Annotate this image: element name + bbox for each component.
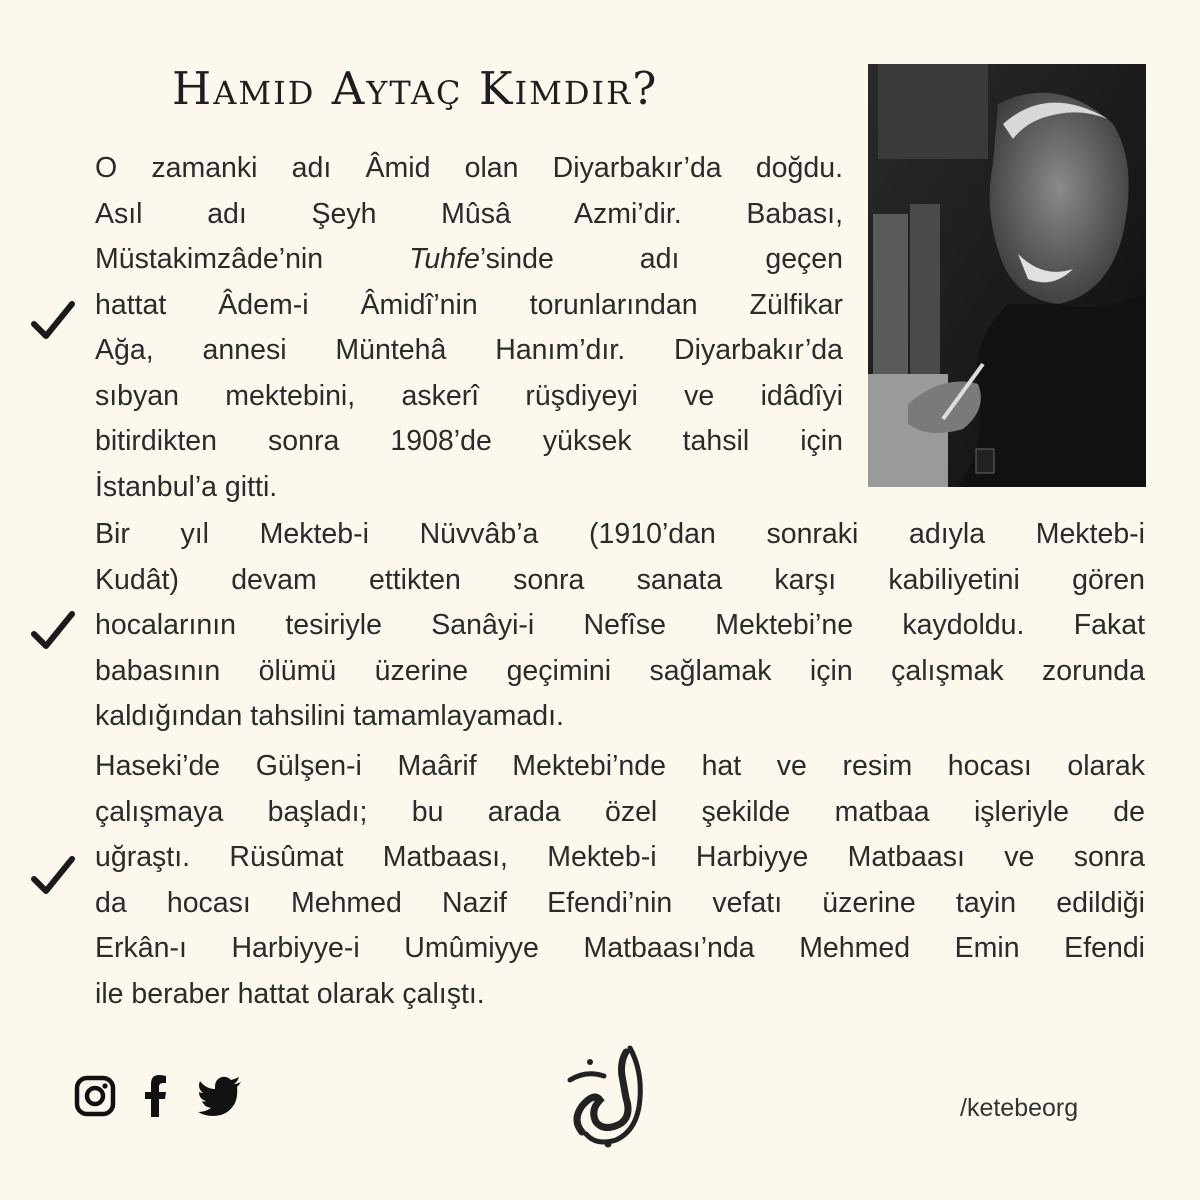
text-line: Asıl adı Şeyh Mûsâ Azmi’dir. Babası,: [95, 197, 843, 230]
checkmark-icon: [30, 610, 76, 652]
checkmark-icon: [30, 855, 76, 897]
text-fragment: ’sinde adı geçen: [479, 243, 844, 275]
book-title-italic: Tuhfe: [409, 243, 480, 275]
text-line: bitirdikten sonra 1908’de yüksek tahsil için: [95, 425, 843, 457]
text-line: Kudât) devam ettikten sonra sanata karşı kabiliyetini gören: [95, 563, 1145, 596]
ketebe-logo: [560, 1040, 656, 1150]
text-line: kaldığından tahsilini tamamlayamadı.: [95, 700, 564, 732]
checkmark-icon: [30, 300, 76, 342]
social-handle: /ketebeorg: [960, 1094, 1079, 1122]
text-line: sıbyan mektebini, askerî rüşdiyeyi ve idâdîyi: [95, 379, 843, 412]
paragraph-career: [95, 744, 1145, 1017]
text-line: İstanbul’a gitti.: [95, 470, 278, 503]
text-line: Ağa, annesi Müntehâ Hanım’dır. Diyarbakır’da: [95, 334, 843, 366]
text-line: [95, 237, 843, 283]
paragraph-birth: [95, 146, 843, 510]
twitter-icon[interactable]: [198, 1075, 242, 1117]
text-line: Bir yıl Mekteb-i Nüvvâb’a (1910’dan sonraki adıyla Mekteb-i: [95, 518, 1145, 550]
page-title: Hamid Aytaç Kimdir?: [172, 62, 659, 115]
portrait-photo: [868, 64, 1146, 487]
text-line: O zamanki adı Âmid olan Diyarbakır’da doğdu.: [95, 152, 843, 184]
instagram-icon[interactable]: [74, 1075, 116, 1117]
text-line: Erkân-ı Harbiyye-i Umûmiyye Matbaası’nda Mehmed Emin Efendi: [95, 932, 1145, 964]
text-line: hattat Âdem-i Âmidî’nin torunlarından Zülfikar: [95, 288, 843, 321]
facebook-icon[interactable]: [142, 1075, 168, 1117]
text-line: Haseki’de Gülşen-i Maârif Mektebi’nde hat ve resim hocası olarak: [95, 750, 1145, 782]
text-line: da hocası Mehmed Nazif Efendi’nin vefatı üzerine tayin edildiği: [95, 886, 1145, 919]
text-line: çalışmaya başladı; bu arada özel şekilde matbaa işleriyle de: [95, 795, 1145, 828]
paragraph-education: [95, 512, 1145, 740]
text-line: hocalarının tesiriyle Sanâyi-i Nefîse Mektebi’ne kaydoldu. Fakat: [95, 609, 1145, 641]
text-line: uğraştı. Rüsûmat Matbaası, Mekteb-i Harbiyye Matbaası ve sonra: [95, 841, 1145, 873]
text-line: ile beraber hattat olarak çalıştı.: [95, 977, 485, 1010]
text-fragment: Müstakimzâde’nin: [95, 243, 410, 275]
text-line: babasının ölümü üzerine geçimini sağlamak için çalışmak zorunda: [95, 654, 1145, 687]
